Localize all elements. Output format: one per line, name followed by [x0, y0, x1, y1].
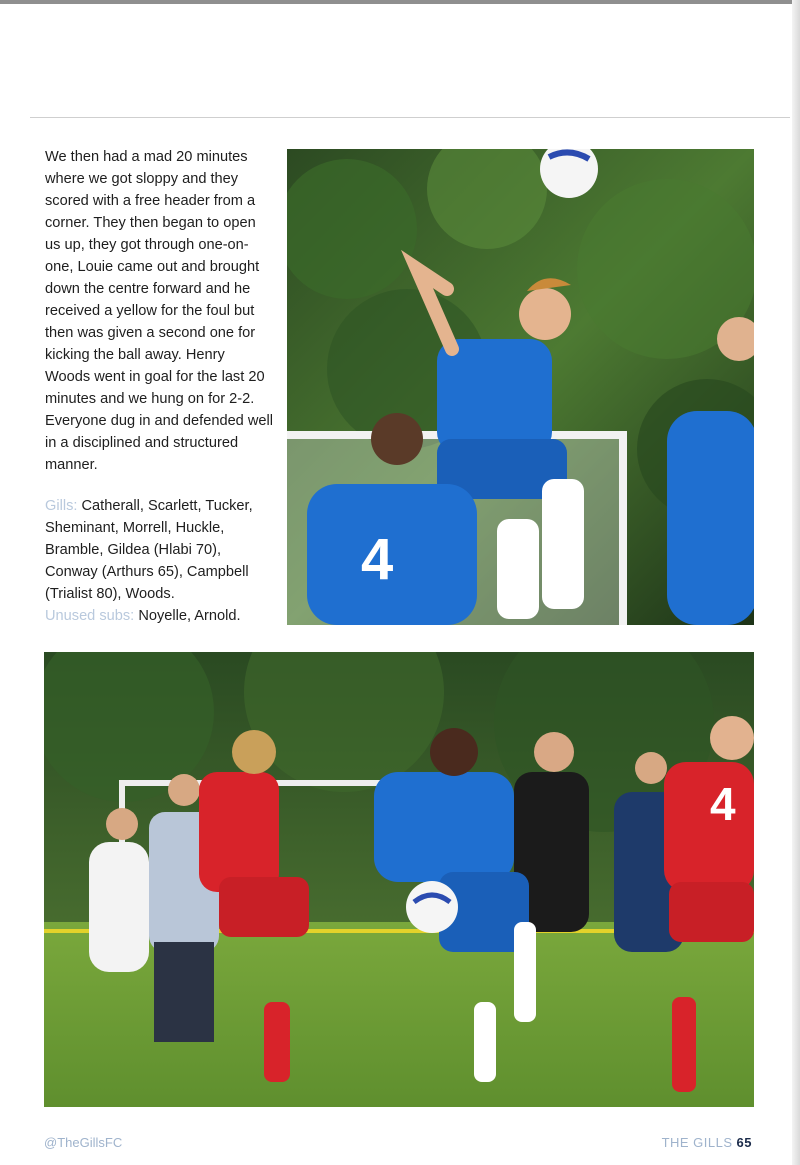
shirt-number-bottom: 4	[710, 778, 736, 830]
article-paragraph: We then had a mad 20 minutes where we got sloppy and they scored with a free header from a corner. They then began to open us up, they got through one-on-one, Louie came out and brought down the centre forward and he received a yellow for the foul but then was given a second one for kicking the ball away. Henry Woods went in goal for the last 20 minutes and we hung on for 2-2. Everyone dug in and defended well in a disciplined and structured manner.	[45, 149, 273, 473]
unused-subs-label: Unused subs:	[45, 608, 135, 624]
shirt-number-top: 4	[361, 527, 394, 592]
header-rule	[30, 117, 790, 118]
gills-label: Gills:	[45, 498, 78, 514]
lineup-block	[45, 495, 275, 627]
footer-page-info	[662, 1135, 752, 1150]
footer-handle: @TheGillsFC	[44, 1135, 123, 1150]
page-top-edge	[0, 0, 800, 4]
page-right-edge	[792, 0, 800, 1165]
unused-subs-players: Noyelle, Arnold.	[138, 608, 241, 624]
photo-header-duel-image	[287, 149, 754, 625]
gills-players: Catherall, Scarlett, Tucker, Sheminant, Morrell, Huckle, Bramble, Gildea (Hlabi 70), Conway (Arthurs 65), Campbell (Trialist 80), Woods.	[45, 498, 253, 602]
photo-midfield-challenge-image	[44, 652, 754, 1107]
footer-magazine-name: THE GILLS	[661, 1135, 733, 1150]
page-number: 65	[736, 1135, 752, 1150]
photo-header-duel	[287, 149, 754, 625]
photo-midfield-challenge	[44, 652, 754, 1107]
